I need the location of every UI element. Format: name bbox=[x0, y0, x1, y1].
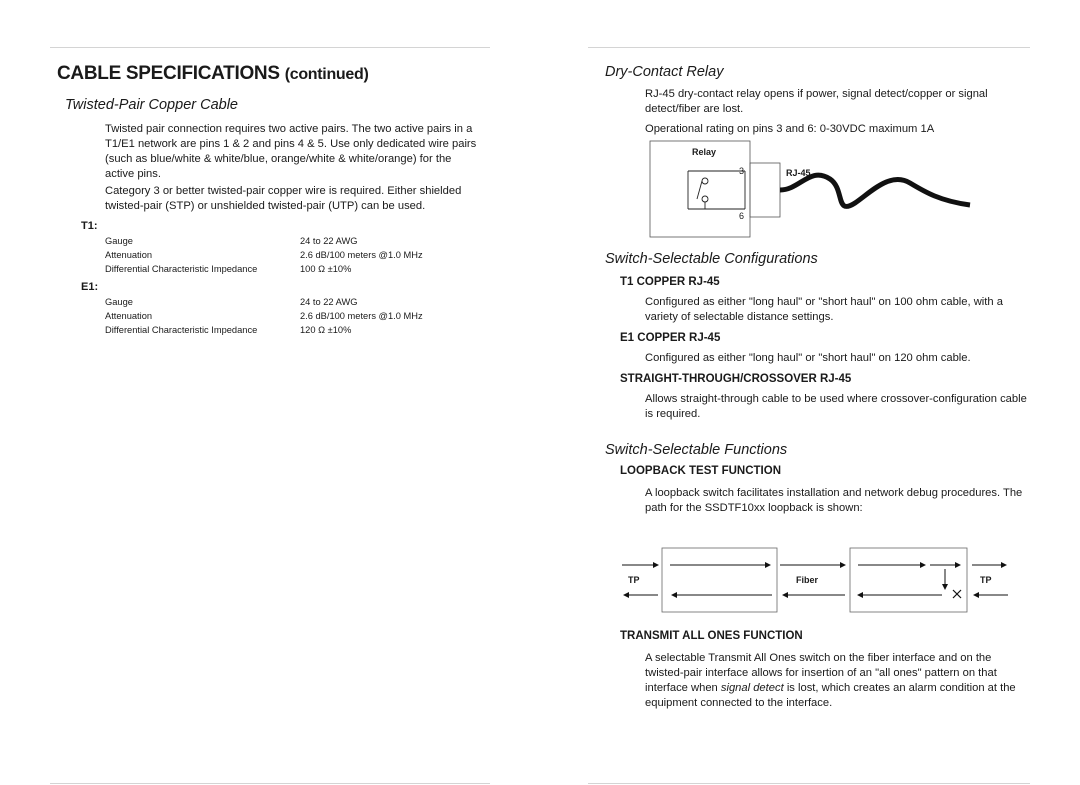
section-title-relay: Dry-Contact Relay bbox=[605, 64, 724, 80]
relay-pin-bottom-label: 6 bbox=[739, 211, 745, 221]
tao-text-2: is lost, which creates an alarm condition at the equipment connected to the interface. bbox=[645, 682, 1016, 709]
section-title-functions: Switch-Selectable Functions bbox=[605, 442, 788, 458]
section-title-configurations: Switch-Selectable Configurations bbox=[605, 251, 818, 267]
tao-text-1: A selectable Transmit All Ones switch on the fiber interface and on the twisted-pair interface allows for insertion of an "all ones" pattern on that interface when bbox=[645, 652, 997, 694]
straight-through-paragraph: Allows straight-through cable to be used where crossover-configuration cable is required. bbox=[645, 393, 1027, 420]
straight-through-subheading: STRAIGHT-THROUGH/CROSSOVER RJ-45 bbox=[620, 373, 852, 385]
loopback-diagram bbox=[620, 545, 1015, 615]
t1-copper-subheading: T1 COPPER RJ-45 bbox=[620, 276, 720, 288]
t1-spec-row bbox=[105, 264, 257, 274]
top-rule-left bbox=[50, 47, 490, 48]
loop-left-tp-label: TP bbox=[628, 575, 640, 585]
page-title-text: CABLE SPECIFICATIONS bbox=[57, 63, 280, 84]
loopback-subheading: LOOPBACK TEST FUNCTION bbox=[620, 465, 781, 477]
t1-label: T1: bbox=[81, 220, 98, 232]
e1-spec-row bbox=[105, 297, 133, 307]
spec-name: Gauge bbox=[105, 236, 133, 246]
tao-text-emphasis: signal detect bbox=[720, 682, 784, 694]
t1-copper-paragraph: Configured as either "long haul" or "short haul" on 100 ohm cable, with a variety of selectable distance settings. bbox=[645, 296, 1003, 323]
top-rule-right bbox=[588, 47, 1030, 48]
rj45-connector-label: RJ-45 bbox=[786, 168, 811, 178]
spec-value: 2.6 dB/100 meters @1.0 MHz bbox=[300, 311, 423, 321]
spec-value: 24 to 22 AWG bbox=[300, 297, 358, 307]
t1-spec-row bbox=[105, 250, 152, 260]
loop-fiber-label: Fiber bbox=[796, 575, 819, 585]
section-title-twisted-pair: Twisted-Pair Copper Cable bbox=[65, 97, 238, 113]
transmit-all-ones-subheading: TRANSMIT ALL ONES FUNCTION bbox=[620, 630, 803, 642]
relay-box-label: Relay bbox=[692, 147, 717, 157]
loop-right-tp-label: TP bbox=[980, 575, 992, 585]
spec-name: Attenuation bbox=[105, 250, 153, 260]
e1-copper-paragraph: Configured as either "long haul" or "short haul" on 120 ohm cable. bbox=[645, 352, 971, 364]
spec-value: 2.6 dB/100 meters @1.0 MHz bbox=[300, 250, 423, 260]
e1-copper-subheading: E1 COPPER RJ-45 bbox=[620, 332, 721, 344]
spec-value: 120 Ω ±10% bbox=[300, 325, 352, 335]
page-title-suffix: (continued) bbox=[284, 66, 369, 83]
e1-label: E1: bbox=[81, 281, 99, 293]
relay-pin-top-label: 3 bbox=[739, 166, 745, 176]
twisted-pair-paragraph-2: Category 3 or better twisted-pair copper wire is required. Either shielded twisted-pair (STP) or unshielded twisted-pair (UTP) can be used. bbox=[105, 185, 462, 212]
relay-diagram bbox=[650, 141, 980, 241]
relay-paragraph-1: RJ-45 dry-contact relay opens if power, signal detect/copper or signal detect/fiber are lost. bbox=[645, 88, 988, 115]
transmit-all-ones-paragraph bbox=[645, 651, 1030, 711]
e1-spec-row bbox=[105, 325, 257, 335]
spec-name: Differential Characteristic Impedance bbox=[105, 325, 258, 335]
bottom-rule-left bbox=[50, 783, 490, 784]
t1-spec-row bbox=[105, 236, 133, 246]
loopback-paragraph: A loopback switch facilitates installation and network debug procedures. The path for the SSDTF10xx loopback is shown: bbox=[645, 487, 1023, 514]
relay-paragraph-2: Operational rating on pins 3 and 6: 0-30VDC maximum 1A bbox=[645, 123, 935, 135]
bottom-rule-right bbox=[588, 783, 1030, 784]
spec-value: 24 to 22 AWG bbox=[300, 236, 358, 246]
spec-value: 100 Ω ±10% bbox=[300, 264, 352, 274]
spec-name: Differential Characteristic Impedance bbox=[105, 264, 258, 274]
spec-name: Attenuation bbox=[105, 311, 153, 321]
spec-name: Gauge bbox=[105, 297, 133, 307]
twisted-pair-paragraph-1: Twisted pair connection requires two active pairs. The two active pairs in a T1/E1 network are pins 1 & 2 and pins 4 & 5. Use only dedicated wire pairs (such as blue/white & white/blue, orange/white & white/orange) for the active pins. bbox=[105, 123, 477, 180]
page-title bbox=[57, 63, 369, 85]
e1-spec-row bbox=[105, 311, 152, 321]
